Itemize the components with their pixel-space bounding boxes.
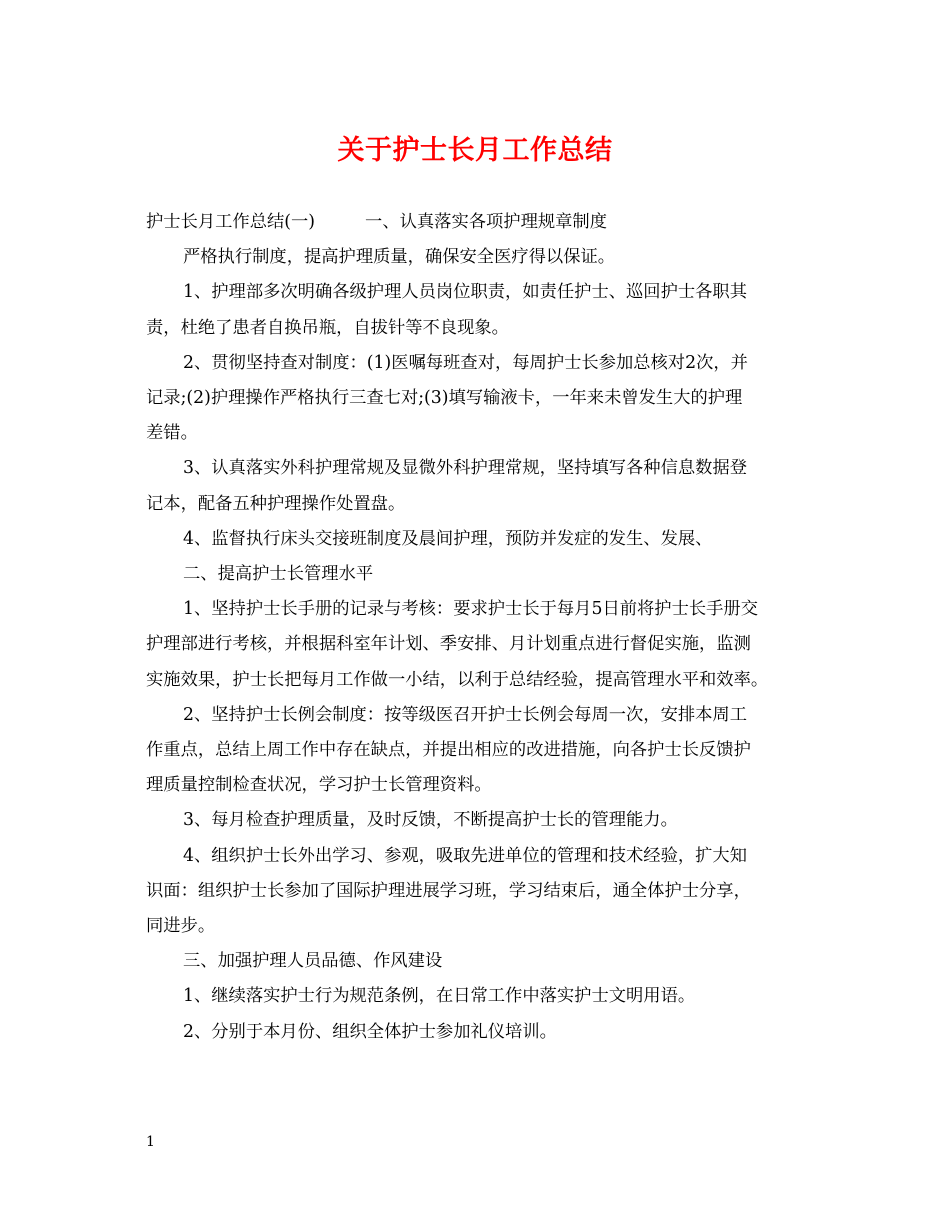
body-line-11: 1、坚持护士长手册的记录与考核：要求护士长于每月5日前将护士长手册交 [183, 599, 758, 620]
body-line-15: 作重点，总结上周工作中存在缺点，并提出相应的改进措施，向各护士长反馈护 [146, 740, 751, 761]
section-heading-2: 二、提高护士长管理水平 [183, 564, 374, 585]
section-heading-3: 三、加强护理人员品德、作风建设 [183, 951, 443, 972]
section-heading-1: 一、认真落实各项护理规章制度 [365, 212, 607, 232]
body-line-14: 2、坚持护士长例会制度：按等级医召开护士长例会每周一次，安排本周工 [183, 704, 747, 725]
body-line-13: 实施效果，护士长把每月工作做一小结，以利于总结经验，提高管理水平和效率。 [146, 669, 769, 690]
body-line-23: 2、分别于本月份、组织全体护士参加礼仪培训。 [183, 1021, 557, 1042]
page-number: 1 [146, 1134, 155, 1150]
body-line-18: 4、组织护士长外出学习、参观，吸取先进单位的管理和技术经验，扩大知 [183, 845, 747, 866]
body-line-5: 记录;(2)护理操作严格执行三查七对;(3)填写输液卡，一年来未曾发生大的护理 [146, 388, 743, 409]
body-line-4: 2、贯彻坚持查对制度：(1)医嘱每班查对，每周护士长参加总核对2次，并 [183, 352, 748, 373]
body-line-17: 3、每月检查护理质量，及时反馈，不断提高护士长的管理能力。 [183, 810, 678, 831]
body-line-19: 识面：组织护士长参加了国际护理进展学习班，学习结束后，通全体护士分享， [146, 880, 751, 901]
body-line-16: 理质量控制检查状况，学习护士长管理资料。 [146, 775, 492, 796]
body-line-20: 同进步。 [146, 916, 216, 937]
body-line-22: 1、继续落实护士行为规范条例，在日常工作中落实护士文明用语。 [183, 986, 696, 1007]
body-line-12: 护理部进行考核，并根据科室年计划、季安排、月计划重点进行督促实施，监测 [146, 634, 751, 655]
subtitle-text: 护士长月工作总结(一) [146, 212, 316, 232]
body-line-8: 记本，配备五种护理操作处置盘。 [146, 493, 406, 514]
body-line-3: 责，杜绝了患者自换吊瓶，自拔针等不良现象。 [146, 317, 509, 338]
body-line-6: 差错。 [146, 423, 198, 444]
body-line-9: 4、监督执行床头交接班制度及晨间护理，预防并发症的发生、发展、 [183, 528, 713, 549]
document-body [146, 205, 814, 1050]
document-title: 关于护士长月工作总结 [337, 135, 613, 166]
body-line-0 [146, 205, 814, 240]
body-line-7: 3、认真落实外科护理常规及显微外科护理常规，坚持填写各种信息数据登 [183, 458, 747, 479]
body-line-2: 1、护理部多次明确各级护理人员岗位职责，如责任护士、巡回护士各职其 [183, 282, 747, 303]
body-line-1: 严格执行制度，提高护理质量，确保安全医疗得以保证。 [183, 247, 616, 268]
